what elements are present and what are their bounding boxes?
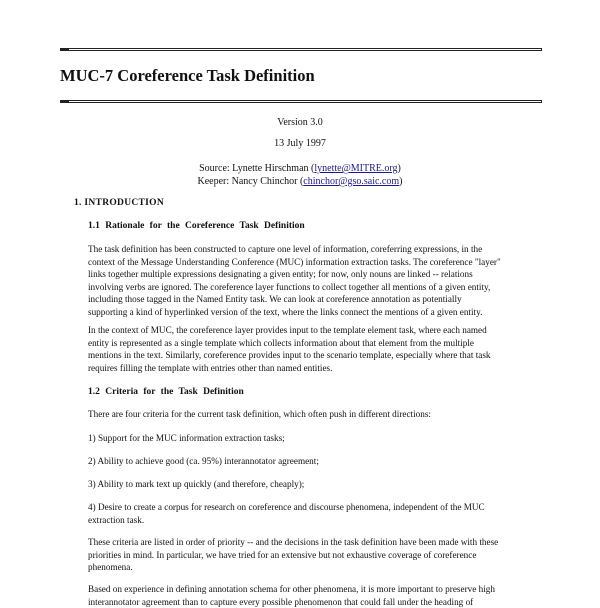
text-line: In the context of MUC, the coreference layer provides input to the template element task, where each named [88,325,487,335]
rationale-paragraph-1 [88,243,540,319]
page-title: MUC-7 Coreference Task Definition [60,66,315,85]
text-line: requires filling the template with entries other than named entities. [88,362,333,373]
text-line: mentions in the text. Similarly, coreference provides input to the scenario template, especially where that task [88,350,491,361]
based-paragraph [88,583,540,608]
text-line: extraction task. [88,514,145,525]
text-line: 4) Desire to create a corpus for research on coreference and discourse phenomena, independent of the MUC [88,502,485,512]
text-line: involving verbs are ignored. The coreference layer functions to collect together all mentions of a given entity, [88,281,491,292]
top-rule [60,48,542,51]
text-line: There are four criteria for the current task definition, which often push in different directions: [88,409,431,419]
section-heading-introduction: 1. INTRODUCTION [74,198,165,208]
section-heading-rationale: 1.1 Rationale for the Coreference Task Definition [88,221,305,231]
source-email-link[interactable]: lynette@MITRE.org [314,163,398,174]
criterion-3 [88,478,540,491]
source-prefix: Source: Lynette Hirschman ( [199,163,315,174]
rationale-paragraph-2 [88,324,540,374]
criterion-4 [88,501,540,526]
title-rule [60,100,542,103]
keeper-prefix: Keeper: Nancy Chinchor ( [197,176,304,187]
text-line: The task definition has been constructed to capture one level of information, coreferring expressions, in the [88,244,483,254]
text-line: Based on experience in defining annotation schema for other phenomena, it is more important to preserve high [88,584,495,594]
text-line: 2) Ability to achieve good (ca. 95%) interannotator agreement; [88,456,319,466]
criterion-2 [88,455,540,468]
keeper-suffix: ) [399,176,403,187]
text-line: These criteria are listed in order of priority -- and the decisions in the task definition have been made with these [88,537,499,547]
keeper-email-link[interactable]: chinchor@gso.saic.com [303,176,400,187]
text-line: including those tagged in the Named Entity task. We can look at coreference annotation as potentially [88,294,462,305]
text-line: 1) Support for the MUC information extraction tasks; [88,433,285,443]
version-text: Version 3.0 [277,117,323,128]
text-line: entity is represented as a single template which collects information about that element from the multiple [88,337,475,348]
keeper-line [0,176,600,187]
priority-paragraph [88,536,540,574]
text-line: supporting a kind of hyperlinked version of the text, where the links connect the mentions of a given entity. [88,306,483,317]
criterion-1 [88,432,540,445]
date-text: 13 July 1997 [274,138,326,149]
text-line: context of the Message Understanding Conference (MUC) information extraction tasks. The coreference "layer" [88,256,501,267]
criteria-intro [88,408,540,421]
source-suffix: ) [397,163,401,174]
source-line [0,163,600,174]
text-line: interannotator agreement than to capture every possible phenomenon that could fall under the heading of [88,596,474,607]
section-heading-criteria: 1.2 Criteria for the Task Definition [88,387,244,397]
text-line: phenomena. [88,562,133,573]
text-line: links together multiple expressions designating a given entity; for now, only nouns are linked -- relations [88,269,473,280]
text-line: 3) Ability to mark text up quickly (and therefore, cheaply); [88,479,305,489]
text-line: priorities in mind. In particular, we have tried for an extensive but not exhaustive coverage of coreference [88,549,477,560]
